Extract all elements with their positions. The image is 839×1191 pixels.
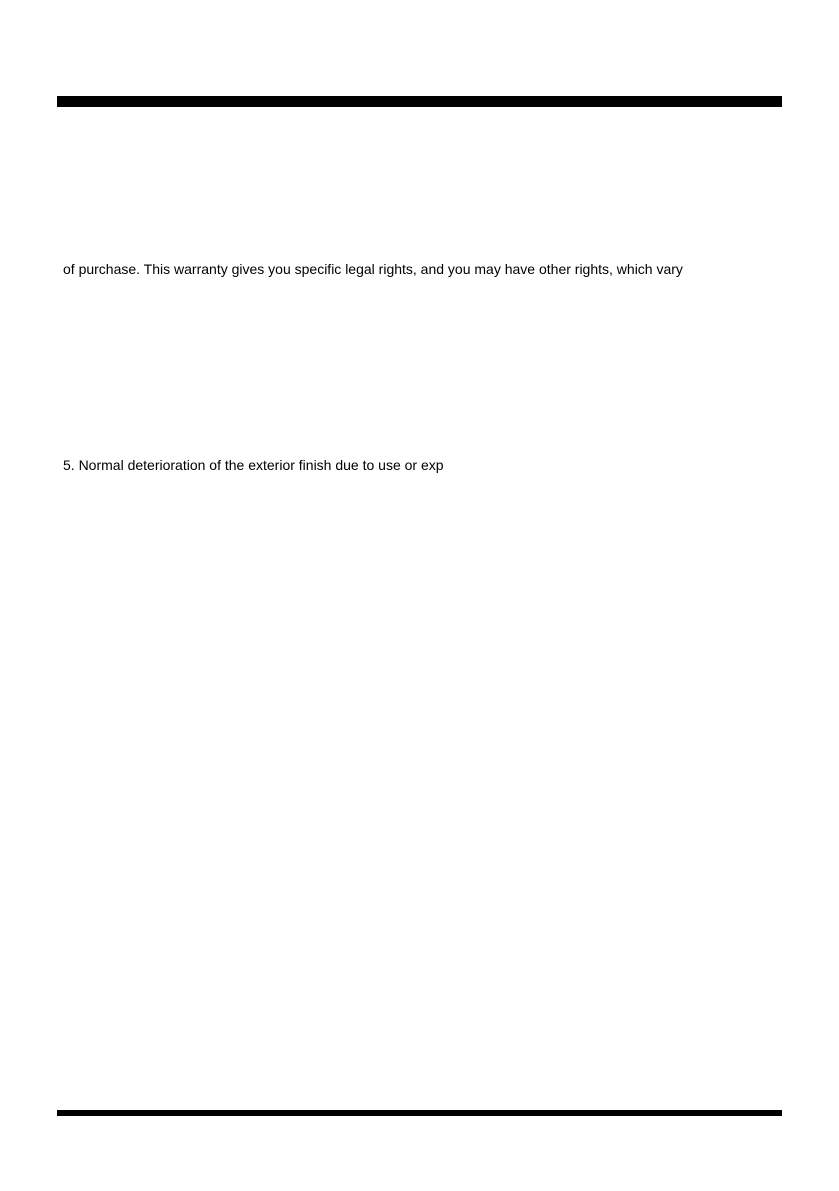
header-rule xyxy=(57,96,782,107)
warranty-rights-text: of purchase. This warranty gives you specific legal rights, and you may have other rights, which vary xyxy=(63,261,683,277)
exclusion-item-5-text: 5. Normal deterioration of the exterior finish due to use or exp xyxy=(63,457,444,473)
footer-rule xyxy=(57,1110,782,1116)
